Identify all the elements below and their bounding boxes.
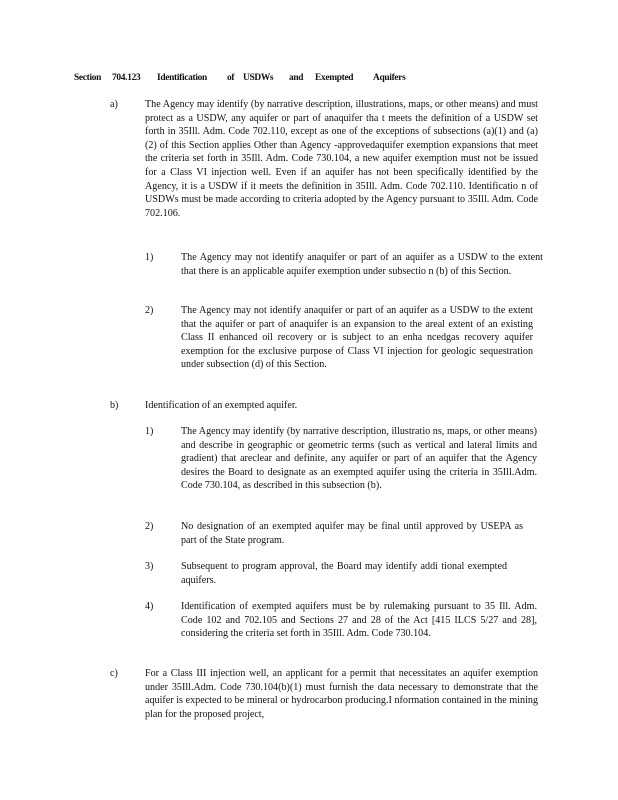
subsection-a-1-paragraph: The Agency may not identify anaquifer or part of an aquifer as a USDW to the extent that there is an applicable aquifer exemption under subsectio n (b) of this Section. [181,252,543,277]
subsection-b-paragraph: Identification of an exempted aquifer. [145,400,298,411]
subsection-b-2-label: 2) [145,521,154,532]
subsection-c-text [145,667,538,721]
subsection-b-2-text [181,520,523,547]
heading-word-identification: Identification [157,73,207,83]
subsection-a-2-label: 2) [145,305,154,316]
heading-section-number: 704.123 [112,73,141,83]
subsection-a-2-text [181,304,533,372]
subsection-a-2-paragraph: The Agency may not identify anaquifer or part of an aquifer as a USDW to the extent that the aquifer or part of anaquifer is an expansion to the areal extent of an existing Class II enhanced oil recovery or is subject to an enha ncedgas recovery aquifer exemption for the exclusive purpose of Class VI injection for geologic sequestration under subsection (d) of this Section. [181,305,533,371]
subsection-a-1-text [181,251,543,278]
subsection-a-text [145,98,538,220]
subsection-c-label: c) [110,668,118,679]
subsection-b-1-paragraph: The Agency may identify (by narrative description, illustratio ns, maps, or other means) and describe in geographic or geometric terms (such as vertical and lateral limits and gradient) that areclear and definite, any aquifer or part of an aquifer that the Agency desires the Board to designate as an exempted aquifer using the criteria in 35Ill.Adm. Code 730.104, as described in this subsection (b). [181,426,537,492]
heading-word-of: of [227,73,235,83]
subsection-b-4-paragraph: Identification of exempted aquifers must be by rulemaking pursuant to 35 Ill. Adm. Code 102 and 702.105 and Sections 27 and 28 of the Act [415 ILCS 5/27 and 28], considering the criteria set forth in 35Ill. Adm. Code 730.104. [181,601,537,640]
subsection-b-3-text [181,560,507,587]
subsection-a-paragraph: The Agency may identify (by narrative description, illustrations, maps, or other means) and must protect as a USDW, any aquifer or part of anaquifer tha t meets the definition of a USDW set forth in 35Ill. Adm. Code 702.110, except as one of the exceptions of subsections (a)(1) and (a)(2) of this Section applies Other than Agency -approvedaquifer exemption expansions that meet the criteria set forth in 35Ill. Adm. Code 730.104, a new aquifer exemption must not be issued for a Class VI injection well. Even if an aquifer has not been specifically identified by the Agency, it is a USDW if it meets the definition in 35Ill. Adm. Code 702.110. Identificatio n of USDWs must be made according to criteria adopted by the Agency pursuant to 35Ill. Adm. Code 702.106. [145,99,538,219]
heading-word-exempted: Exempted [315,73,354,83]
subsection-a-label: a) [110,99,118,110]
subsection-b-1-label: 1) [145,426,154,437]
section-heading [74,73,544,83]
heading-section-word: Section [74,73,102,83]
subsection-b-1-text [181,425,537,493]
heading-word-usdws: USDWs [243,73,274,83]
subsection-b-4-text [181,600,537,641]
heading-word-aquifers: Aquifers [373,73,406,83]
subsection-b-4-label: 4) [145,601,154,612]
subsection-b-2-paragraph: No designation of an exempted aquifer may be final until approved by USEPA as part of the State program. [181,521,523,546]
subsection-b-3-label: 3) [145,561,154,572]
subsection-a-1-label: 1) [145,252,154,263]
heading-word-and: and [289,73,304,83]
subsection-b-text [145,399,538,413]
subsection-b-3-paragraph: Subsequent to program approval, the Board may identify addi tional exempted aquifers. [181,561,507,586]
subsection-c-paragraph: For a Class III injection well, an applicant for a permit that necessitates an aquifer exemption under 35Ill.Adm. Code 730.104(b)(1) must furnish the data necessary to demonstrate that the aquifer is expected to be mineral or hydrocarbon producing.I nformation contained in the mining plan for the proposed project, [145,668,538,720]
subsection-b-label: b) [110,400,119,411]
